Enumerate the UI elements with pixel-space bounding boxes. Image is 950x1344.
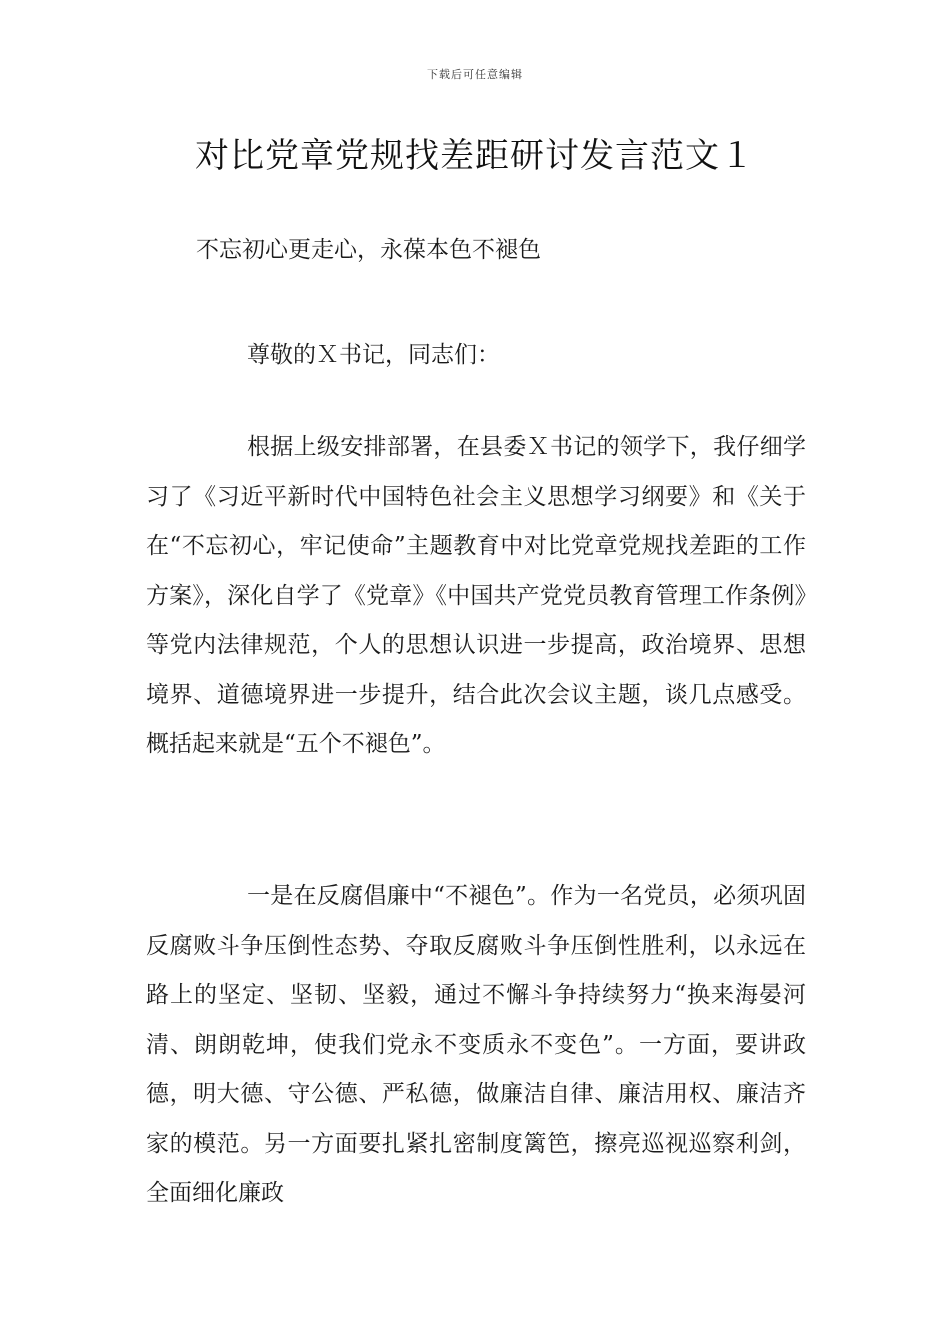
- document-title: 对比党章党规找差距研讨发言范文１: [195, 136, 755, 176]
- body-paragraph-1: 根据上级安排部署，在县委Ｘ书记的领学下，我仔细学习了《习近平新时代中国特色社会主义思想学习纲要》和《关于在“不忘初心，牢记使命”主题教育中对比党章党规找差距的工作方案》，深化自学了《党章》《中国共产党党员教育管理工作条例》等党内法律规范，个人的思想认识进一步提高，政治境界、思想境界、道德境界进一步提升，结合此次会议主题，谈几点感受。概括起来就是“五个不褪色”。: [146, 434, 806, 757]
- greeting-line: 尊敬的Ｘ书记，同志们：: [247, 342, 500, 368]
- document-subtitle: 不忘初心更走心，永葆本色不褪色: [196, 237, 541, 263]
- body-paragraph-2: 一是在反腐倡廉中“不褪色”。作为一名党员，必须巩固反腐败斗争压倒性态势、夺取反腐败斗争压倒性胜利，以永远在路上的坚定、坚韧、坚毅，通过不懈斗争持续努力“换来海晏河清、朗朗乾坤，使我们党永不变质永不变色”。一方面，要讲政德，明大德、守公德、严私德，做廉洁自律、廉洁用权、廉洁齐家的模范。另一方面要扎紧扎密制度篱笆，擦亮巡视巡察利剑，全面细化廉政: [146, 883, 806, 1206]
- header-note: 下载后可任意编辑: [427, 68, 523, 81]
